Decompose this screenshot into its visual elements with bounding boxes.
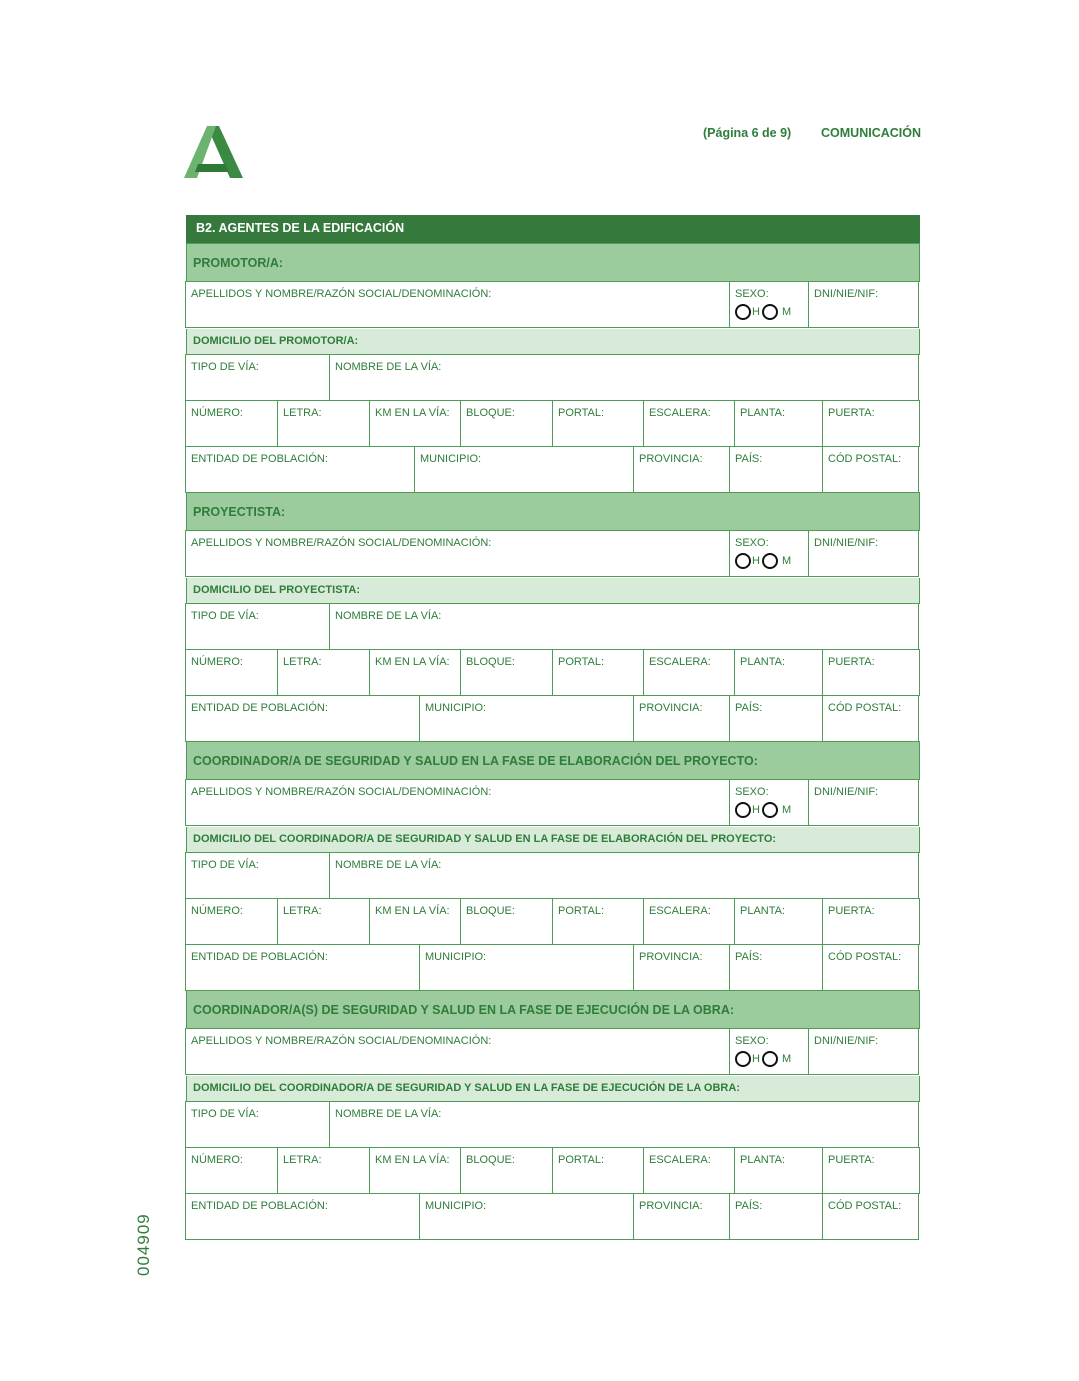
letra-field-coordinador-proyecto-label: LETRA: <box>283 905 322 917</box>
nombre-via-field-proyectista-label: NOMBRE DE LA VÍA: <box>335 610 442 622</box>
numero-field-coordinador-proyecto[interactable] <box>185 898 278 945</box>
escalera-field-coordinador-proyecto[interactable] <box>643 898 735 945</box>
tipo-via-field-promotor-label: TIPO DE VÍA: <box>191 361 259 373</box>
planta-field-coordinador-obra[interactable] <box>734 1147 823 1194</box>
entidad-field-promotor-label: ENTIDAD DE POBLACIÓN: <box>191 453 328 465</box>
letra-field-coordinador-obra-label: LETRA: <box>283 1154 322 1166</box>
name-field-coordinador-proyecto-label: APELLIDOS Y NOMBRE/RAZÓN SOCIAL/DENOMINACIÓN: <box>191 786 492 798</box>
sexo-field-proyectista-label: SEXO: <box>735 537 769 549</box>
portal-field-proyectista[interactable] <box>552 649 644 696</box>
numero-field-coordinador-proyecto-label: NÚMERO: <box>191 905 243 917</box>
escalera-field-proyectista[interactable] <box>643 649 735 696</box>
escalera-field-coordinador-obra[interactable] <box>643 1147 735 1194</box>
provincia-field-proyectista-label: PROVINCIA: <box>639 702 703 714</box>
puerta-field-coordinador-obra[interactable] <box>822 1147 920 1194</box>
domicilio-title-coordinador-proyecto: DOMICILIO DEL COORDINADOR/A DE SEGURIDAD Y SALUD EN LA FASE DE ELABORACIÓN DEL PROYECTO: <box>186 827 920 853</box>
municipio-field-promotor-label: MUNICIPIO: <box>420 453 482 465</box>
escalera-field-promotor[interactable] <box>643 400 735 447</box>
puerta-field-coordinador-proyecto[interactable] <box>822 898 920 945</box>
bloque-field-proyectista[interactable] <box>460 649 553 696</box>
planta-field-proyectista-label: PLANTA: <box>740 656 786 668</box>
cod-postal-field-promotor[interactable] <box>822 446 919 493</box>
bloque-field-promotor[interactable] <box>460 400 553 447</box>
tipo-via-field-proyectista-label: TIPO DE VÍA: <box>191 610 259 622</box>
radio-h[interactable] <box>735 802 751 818</box>
planta-field-coordinador-proyecto[interactable] <box>734 898 823 945</box>
dni-field-coordinador-obra-label: DNI/NIE/NIF: <box>814 1035 879 1047</box>
planta-field-coordinador-obra-label: PLANTA: <box>740 1154 786 1166</box>
dni-field-coordinador-obra[interactable] <box>808 1028 919 1075</box>
sexo-field-coordinador-obra <box>729 1028 809 1075</box>
escalera-field-promotor-label: ESCALERA: <box>649 407 711 419</box>
provincia-field-promotor-label: PROVINCIA: <box>639 453 703 465</box>
planta-field-coordinador-proyecto-label: PLANTA: <box>740 905 786 917</box>
entidad-field-coordinador-obra-label: ENTIDAD DE POBLACIÓN: <box>191 1200 328 1212</box>
provincia-field-coordinador-proyecto-label: PROVINCIA: <box>639 951 703 963</box>
bloque-field-proyectista-label: BLOQUE: <box>466 656 515 668</box>
tipo-via-field-promotor[interactable] <box>185 354 330 401</box>
municipio-field-coordinador-obra-label: MUNICIPIO: <box>425 1200 487 1212</box>
municipio-field-coordinador-proyecto[interactable] <box>419 944 634 991</box>
cod-postal-field-coordinador-obra[interactable] <box>822 1193 919 1240</box>
provincia-field-promotor[interactable] <box>633 446 730 493</box>
portal-field-promotor[interactable] <box>552 400 644 447</box>
radio-m[interactable] <box>762 304 778 320</box>
dni-field-coordinador-proyecto[interactable] <box>808 779 919 826</box>
name-field-proyectista-label: APELLIDOS Y NOMBRE/RAZÓN SOCIAL/DENOMINACIÓN: <box>191 537 492 549</box>
numero-field-promotor[interactable] <box>185 400 278 447</box>
radio-m[interactable] <box>762 553 778 569</box>
name-field-coordinador-proyecto[interactable] <box>185 779 730 826</box>
radio-m-label: M <box>782 306 792 318</box>
name-field-promotor[interactable] <box>185 281 730 328</box>
cod-postal-field-proyectista[interactable] <box>822 695 919 742</box>
entidad-field-coordinador-proyecto-label: ENTIDAD DE POBLACIÓN: <box>191 951 328 963</box>
provincia-field-coordinador-obra-label: PROVINCIA: <box>639 1200 703 1212</box>
sexo-options <box>735 304 803 320</box>
entidad-field-proyectista-label: ENTIDAD DE POBLACIÓN: <box>191 702 328 714</box>
km-field-coordinador-proyecto[interactable] <box>369 898 461 945</box>
portal-field-coordinador-proyecto[interactable] <box>552 898 644 945</box>
numero-field-proyectista[interactable] <box>185 649 278 696</box>
pais-field-promotor[interactable] <box>729 446 823 493</box>
puerta-field-coordinador-proyecto-label: PUERTA: <box>828 905 875 917</box>
cod-postal-field-coordinador-obra-label: CÓD POSTAL: <box>828 1200 902 1212</box>
municipio-field-proyectista-label: MUNICIPIO: <box>425 702 487 714</box>
bloque-field-coordinador-proyecto-label: BLOQUE: <box>466 905 515 917</box>
pais-field-proyectista[interactable] <box>729 695 823 742</box>
agentes-form <box>186 215 920 1240</box>
km-field-proyectista[interactable] <box>369 649 461 696</box>
cod-postal-field-coordinador-proyecto[interactable] <box>822 944 919 991</box>
pais-field-coordinador-proyecto-label: PAÍS: <box>735 951 763 963</box>
pais-field-promotor-label: PAÍS: <box>735 453 763 465</box>
municipio-field-coordinador-proyecto-label: MUNICIPIO: <box>425 951 487 963</box>
pais-field-proyectista-label: PAÍS: <box>735 702 763 714</box>
tipo-via-field-proyectista[interactable] <box>185 603 330 650</box>
escalera-field-coordinador-obra-label: ESCALERA: <box>649 1154 711 1166</box>
bloque-field-coordinador-obra-label: BLOQUE: <box>466 1154 515 1166</box>
dni-field-proyectista[interactable] <box>808 530 919 577</box>
cod-postal-field-proyectista-label: CÓD POSTAL: <box>828 702 902 714</box>
domicilio-title-promotor: DOMICILIO DEL PROMOTOR/A: <box>186 329 920 355</box>
section-title-coordinador-proyecto: COORDINADOR/A DE SEGURIDAD Y SALUD EN LA FASE DE ELABORACIÓN DEL PROYECTO: <box>186 741 920 780</box>
document-code: 004909 <box>134 1213 153 1276</box>
nombre-via-field-promotor-label: NOMBRE DE LA VÍA: <box>335 361 442 373</box>
tipo-via-field-coordinador-obra[interactable] <box>185 1101 330 1148</box>
junta-andalucia-logo <box>183 124 245 180</box>
portal-field-coordinador-proyecto-label: PORTAL: <box>558 905 605 917</box>
planta-field-promotor[interactable] <box>734 400 823 447</box>
puerta-field-promotor-label: PUERTA: <box>828 407 875 419</box>
letra-field-promotor[interactable] <box>277 400 370 447</box>
letra-field-promotor-label: LETRA: <box>283 407 322 419</box>
cod-postal-field-coordinador-proyecto-label: CÓD POSTAL: <box>828 951 902 963</box>
radio-m-label: M <box>782 555 792 567</box>
nombre-via-field-coordinador-proyecto-label: NOMBRE DE LA VÍA: <box>335 859 442 871</box>
dni-field-proyectista-label: DNI/NIE/NIF: <box>814 537 879 549</box>
km-field-promotor-label: KM EN LA VÍA: <box>375 407 450 419</box>
nombre-via-field-coordinador-obra[interactable] <box>329 1101 919 1148</box>
portal-field-coordinador-obra[interactable] <box>552 1147 644 1194</box>
radio-h-label: H <box>752 306 760 318</box>
puerta-field-coordinador-obra-label: PUERTA: <box>828 1154 875 1166</box>
radio-m[interactable] <box>762 802 778 818</box>
nombre-via-field-coordinador-proyecto[interactable] <box>329 852 919 899</box>
letra-field-proyectista[interactable] <box>277 649 370 696</box>
entidad-field-coordinador-obra[interactable] <box>185 1193 420 1240</box>
pais-field-coordinador-obra-label: PAÍS: <box>735 1200 763 1212</box>
numero-field-proyectista-label: NÚMERO: <box>191 656 243 668</box>
municipio-field-proyectista[interactable] <box>419 695 634 742</box>
portal-field-proyectista-label: PORTAL: <box>558 656 605 668</box>
planta-field-proyectista[interactable] <box>734 649 823 696</box>
planta-field-promotor-label: PLANTA: <box>740 407 786 419</box>
escalera-field-proyectista-label: ESCALERA: <box>649 656 711 668</box>
letra-field-coordinador-proyecto[interactable] <box>277 898 370 945</box>
puerta-field-promotor[interactable] <box>822 400 920 447</box>
entidad-field-proyectista[interactable] <box>185 695 420 742</box>
numero-field-coordinador-obra[interactable] <box>185 1147 278 1194</box>
section-title-coordinador-obra: COORDINADOR/A(S) DE SEGURIDAD Y SALUD EN LA FASE DE EJECUCIÓN DE LA OBRA: <box>186 990 920 1029</box>
letra-field-proyectista-label: LETRA: <box>283 656 322 668</box>
radio-h[interactable] <box>735 553 751 569</box>
tipo-via-field-coordinador-proyecto-label: TIPO DE VÍA: <box>191 859 259 871</box>
document-type: COMUNICACIÓN <box>821 126 921 140</box>
form-title: B2. AGENTES DE LA EDIFICACIÓN <box>186 215 920 243</box>
cod-postal-field-promotor-label: CÓD POSTAL: <box>828 453 902 465</box>
sexo-field-promotor <box>729 281 809 328</box>
radio-m-label: M <box>782 1053 792 1065</box>
municipio-field-coordinador-obra[interactable] <box>419 1193 634 1240</box>
bloque-field-coordinador-obra[interactable] <box>460 1147 553 1194</box>
radio-m[interactable] <box>762 1051 778 1067</box>
tipo-via-field-coordinador-obra-label: TIPO DE VÍA: <box>191 1108 259 1120</box>
numero-field-coordinador-obra-label: NÚMERO: <box>191 1154 243 1166</box>
nombre-via-field-proyectista[interactable] <box>329 603 919 650</box>
name-field-proyectista[interactable] <box>185 530 730 577</box>
page-number: (Página 6 de 9) <box>703 126 792 140</box>
name-field-coordinador-obra-label: APELLIDOS Y NOMBRE/RAZÓN SOCIAL/DENOMINACIÓN: <box>191 1035 492 1047</box>
radio-h-label: H <box>752 555 760 567</box>
radio-h[interactable] <box>735 304 751 320</box>
km-field-coordinador-proyecto-label: KM EN LA VÍA: <box>375 905 450 917</box>
sexo-options <box>735 1051 803 1067</box>
section-title-proyectista: PROYECTISTA: <box>186 492 920 531</box>
portal-field-promotor-label: PORTAL: <box>558 407 605 419</box>
sexo-field-proyectista <box>729 530 809 577</box>
km-field-proyectista-label: KM EN LA VÍA: <box>375 656 450 668</box>
radio-h-label: H <box>752 804 760 816</box>
portal-field-coordinador-obra-label: PORTAL: <box>558 1154 605 1166</box>
sexo-field-coordinador-obra-label: SEXO: <box>735 1035 769 1047</box>
km-field-promotor[interactable] <box>369 400 461 447</box>
sexo-options <box>735 802 803 818</box>
puerta-field-proyectista[interactable] <box>822 649 920 696</box>
letra-field-coordinador-obra[interactable] <box>277 1147 370 1194</box>
puerta-field-proyectista-label: PUERTA: <box>828 656 875 668</box>
radio-h[interactable] <box>735 1051 751 1067</box>
bloque-field-coordinador-proyecto[interactable] <box>460 898 553 945</box>
sexo-field-coordinador-proyecto <box>729 779 809 826</box>
entidad-field-promotor[interactable] <box>185 446 415 493</box>
dni-field-promotor-label: DNI/NIE/NIF: <box>814 288 879 300</box>
provincia-field-coordinador-proyecto[interactable] <box>633 944 730 991</box>
sexo-field-promotor-label: SEXO: <box>735 288 769 300</box>
domicilio-title-proyectista: DOMICILIO DEL PROYECTISTA: <box>186 578 920 604</box>
sexo-options <box>735 553 803 569</box>
km-field-coordinador-obra[interactable] <box>369 1147 461 1194</box>
radio-m-label: M <box>782 804 792 816</box>
entidad-field-coordinador-proyecto[interactable] <box>185 944 420 991</box>
provincia-field-proyectista[interactable] <box>633 695 730 742</box>
domicilio-title-coordinador-obra: DOMICILIO DEL COORDINADOR/A DE SEGURIDAD Y SALUD EN LA FASE DE EJECUCIÓN DE LA OBRA: <box>186 1076 920 1102</box>
escalera-field-coordinador-proyecto-label: ESCALERA: <box>649 905 711 917</box>
numero-field-promotor-label: NÚMERO: <box>191 407 243 419</box>
municipio-field-promotor[interactable] <box>414 446 634 493</box>
sexo-field-coordinador-proyecto-label: SEXO: <box>735 786 769 798</box>
radio-h-label: H <box>752 1053 760 1065</box>
name-field-coordinador-obra[interactable] <box>185 1028 730 1075</box>
pais-field-coordinador-obra[interactable] <box>729 1193 823 1240</box>
section-title-promotor: PROMOTOR/A: <box>186 243 920 282</box>
dni-field-coordinador-proyecto-label: DNI/NIE/NIF: <box>814 786 879 798</box>
nombre-via-field-promotor[interactable] <box>329 354 919 401</box>
dni-field-promotor[interactable] <box>808 281 919 328</box>
km-field-coordinador-obra-label: KM EN LA VÍA: <box>375 1154 450 1166</box>
nombre-via-field-coordinador-obra-label: NOMBRE DE LA VÍA: <box>335 1108 442 1120</box>
tipo-via-field-coordinador-proyecto[interactable] <box>185 852 330 899</box>
bloque-field-promotor-label: BLOQUE: <box>466 407 515 419</box>
pais-field-coordinador-proyecto[interactable] <box>729 944 823 991</box>
name-field-promotor-label: APELLIDOS Y NOMBRE/RAZÓN SOCIAL/DENOMINACIÓN: <box>191 288 492 300</box>
provincia-field-coordinador-obra[interactable] <box>633 1193 730 1240</box>
